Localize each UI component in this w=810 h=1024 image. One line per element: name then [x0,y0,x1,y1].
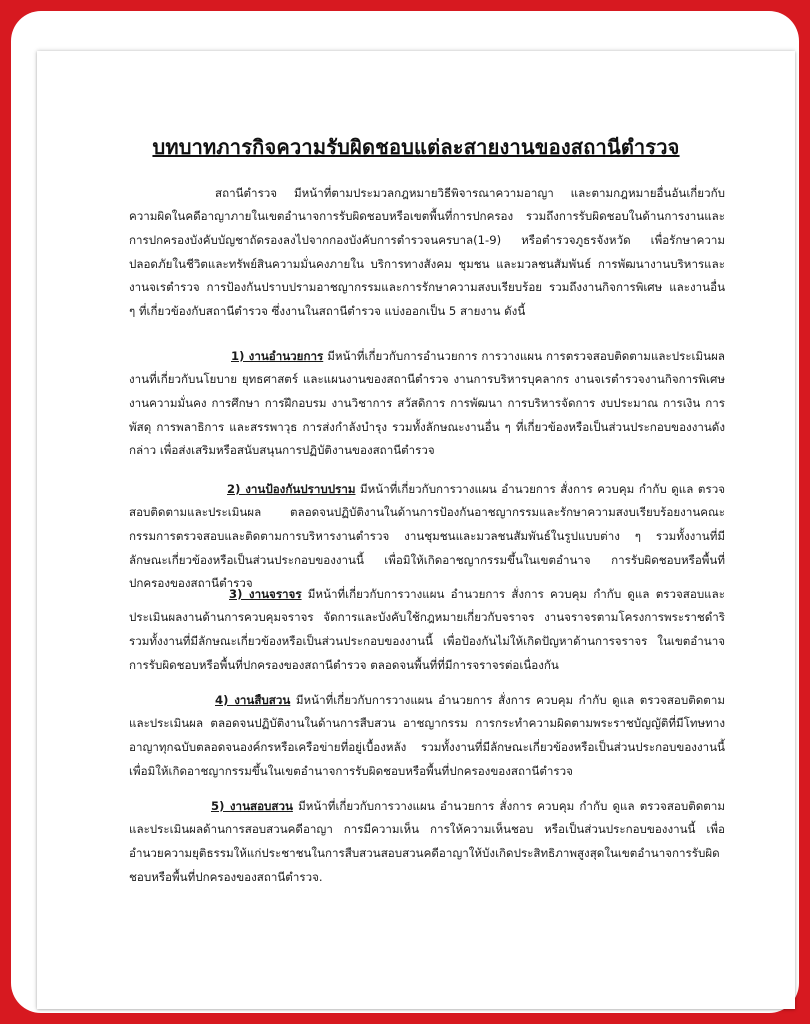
section-body: มีหน้าที่เกี่ยวกับการอำนวยการ การวางแผน การตรวจสอบติดตามและประเมินผลงานที่เกี่ยวกับนโยบาย ยุทธศาสตร์ และแผนงานของสถานีตำรวจ งานการบริหารบุคลากร งานจเรตำรวจงานกิจการพิเศษ งานความมั่นคง การศึกษา การฝึกอบรม งานวิชาการ สวัสดิการ การพัฒนา การบริหารจัดการ งบประมาณ การเงิน การพัสดุ การพลาธิการ และสรรพาวุธ การส่งกำลังบำรุง รวมทั้งลักษณะงานอื่น ๆ ที่เกี่ยวข้องหรือเป็นส่วนประกอบของงานดังกล่าว เพื่อส่งเสริมหรือสนับสนุนการปฏิบัติงานของสถานีตำรวจ [129,348,725,458]
section-inquiry [129,795,725,890]
section-administration [129,345,725,464]
section-heading: 5) งานสอบสวน [211,798,293,813]
section-body: มีหน้าที่เกี่ยวกับการวางแผน อำนวยการ สั่งการ ควบคุม กำกับ ดูแล ตรวจสอบและประเมินผลงานด้านการควบคุมจราจร จัดการและบังคับใช้กฎหมายเกี่ยวกับจราจร งานจราจรตามโครงการพระราชดำริ รวมทั้งงานที่มีลักษณะเกี่ยวข้องหรือเป็นส่วนประกอบของงานนี้ เพื่อป้องกันไม่ให้เกิดปัญหาด้านการจราจร ในเขตอำนาจการรับผิดชอบหรือพื้นที่ปกครองของสถานีตำรวจ ตลอดจนพื้นที่ที่มีการจราจรต่อเนื่องกัน [129,586,725,672]
section-heading: 4) งานสืบสวน [215,692,291,707]
section-traffic [129,583,725,678]
section-investigation [129,689,725,784]
document-title: บทบาทภารกิจความรับผิดชอบแต่ละสายงานของสถานีตำรวจ [152,135,680,159]
section-heading: 2) งานป้องกันปราบปราม [227,481,356,496]
section-heading: 3) งานจราจร [229,586,302,601]
section-body: มีหน้าที่เกี่ยวกับการวางแผน อำนวยการ สั่งการ ควบคุม กำกับ ดูแล ตรวจสอบติดตามและประเมินผล ตลอดจนปฏิบัติงานในด้านการป้องกันอาชญากรรมและรักษาความสงบเรียบร้อยงานคณะกรรมการตรวจสอบและติดตามการบริหารงานตำรวจ งานชุมชนและมวลชนสัมพันธ์ในรูปแบบต่าง ๆ รวมทั้งงานที่มีลักษณะเกี่ยวข้องหรือเป็นส่วนประกอบของงานนี้ เพื่อมิให้เกิดอาชญากรรมขึ้นในเขตอำนาจ การรับผิดชอบหรือพื้นที่ปกครองของสถานีตำรวจ [129,481,725,591]
document-page [37,51,795,1009]
intro-paragraph: สถานีตำรวจ มีหน้าที่ตามประมวลกฎหมายวิธีพิจารณาความอาญา และตามกฎหมายอื่นอันเกี่ยวกับความผิดในคดีอาญาภายในเขตอำนาจการรับผิดชอบหรือเขตพื้นที่การปกครอง รวมถึงการรับผิดชอบในด้านการงานและการปกครองบังคับบัญชาถัดรองลงไปจากกองบังคับการตำรวจนครบาล(1-9) หรือตำรวจภูธรจังหวัด เพื่อรักษาความปลอดภัยในชีวิตและทรัพย์สินความมั่นคงภายใน บริการทางสังคม ชุมชน และมวลชนสัมพันธ์ การพัฒนางานบริหารและงานจเรตำรวจ การป้องกันปราบปรามอาชญากรรมและการรักษาความสงบเรียบร้อย รวมถึงงานกิจการพิเศษ และงานอื่น ๆ ที่เกี่ยวข้องกับสถานีตำรวจ ซึ่งงานในสถานีตำรวจ แบ่งออกเป็น 5 สายงาน ดังนี้ [129,185,725,319]
red-rounded-frame [11,11,799,1013]
section-heading: 1) งานอำนวยการ [231,348,324,363]
section-body: มีหน้าที่เกี่ยวกับการวางแผน อำนวยการ สั่งการ ควบคุม กำกับ ดูแล ตรวจสอบติดตามและประเมินผล ตลอดจนปฏิบัติงานในด้านการสืบสวน อาชญากรรม การกระทำความผิดตามพระราชบัญญัติที่มีโทษทางอาญาทุกฉบับตลอดจนองค์กรหรือเครือข่ายที่อยู่เบื้องหลัง รวมทั้งงานที่มีลักษณะเกี่ยวข้องหรือเป็นส่วนประกอบของงานนี้ เพื่อมิให้เกิดอาชญากรรมขึ้นในเขตอำนาจการรับผิดชอบหรือพื้นที่ปกครองของสถานีตำรวจ [129,692,725,778]
section-crime-prevention [129,478,725,597]
section-body: มีหน้าที่เกี่ยวกับการวางแผน อำนวยการ สั่งการ ควบคุม กำกับ ดูแล ตรวจสอบติดตามและประเมินผลด้านการสอบสวนคดีอาญา การมีความเห็น การให้ความเห็นชอบ หรือเป็นส่วนประกอบของงานนี้ เพื่ออำนวยความยุติธรรมให้แก่ประชาชนในการสืบสวนสอบสวนคดีอาญาให้บังเกิดประสิทธิภาพสูงสุดในเขตอำนาจการรับผิดชอบหรือพื้นที่ปกครองของสถานีตำรวจ. [129,798,725,884]
